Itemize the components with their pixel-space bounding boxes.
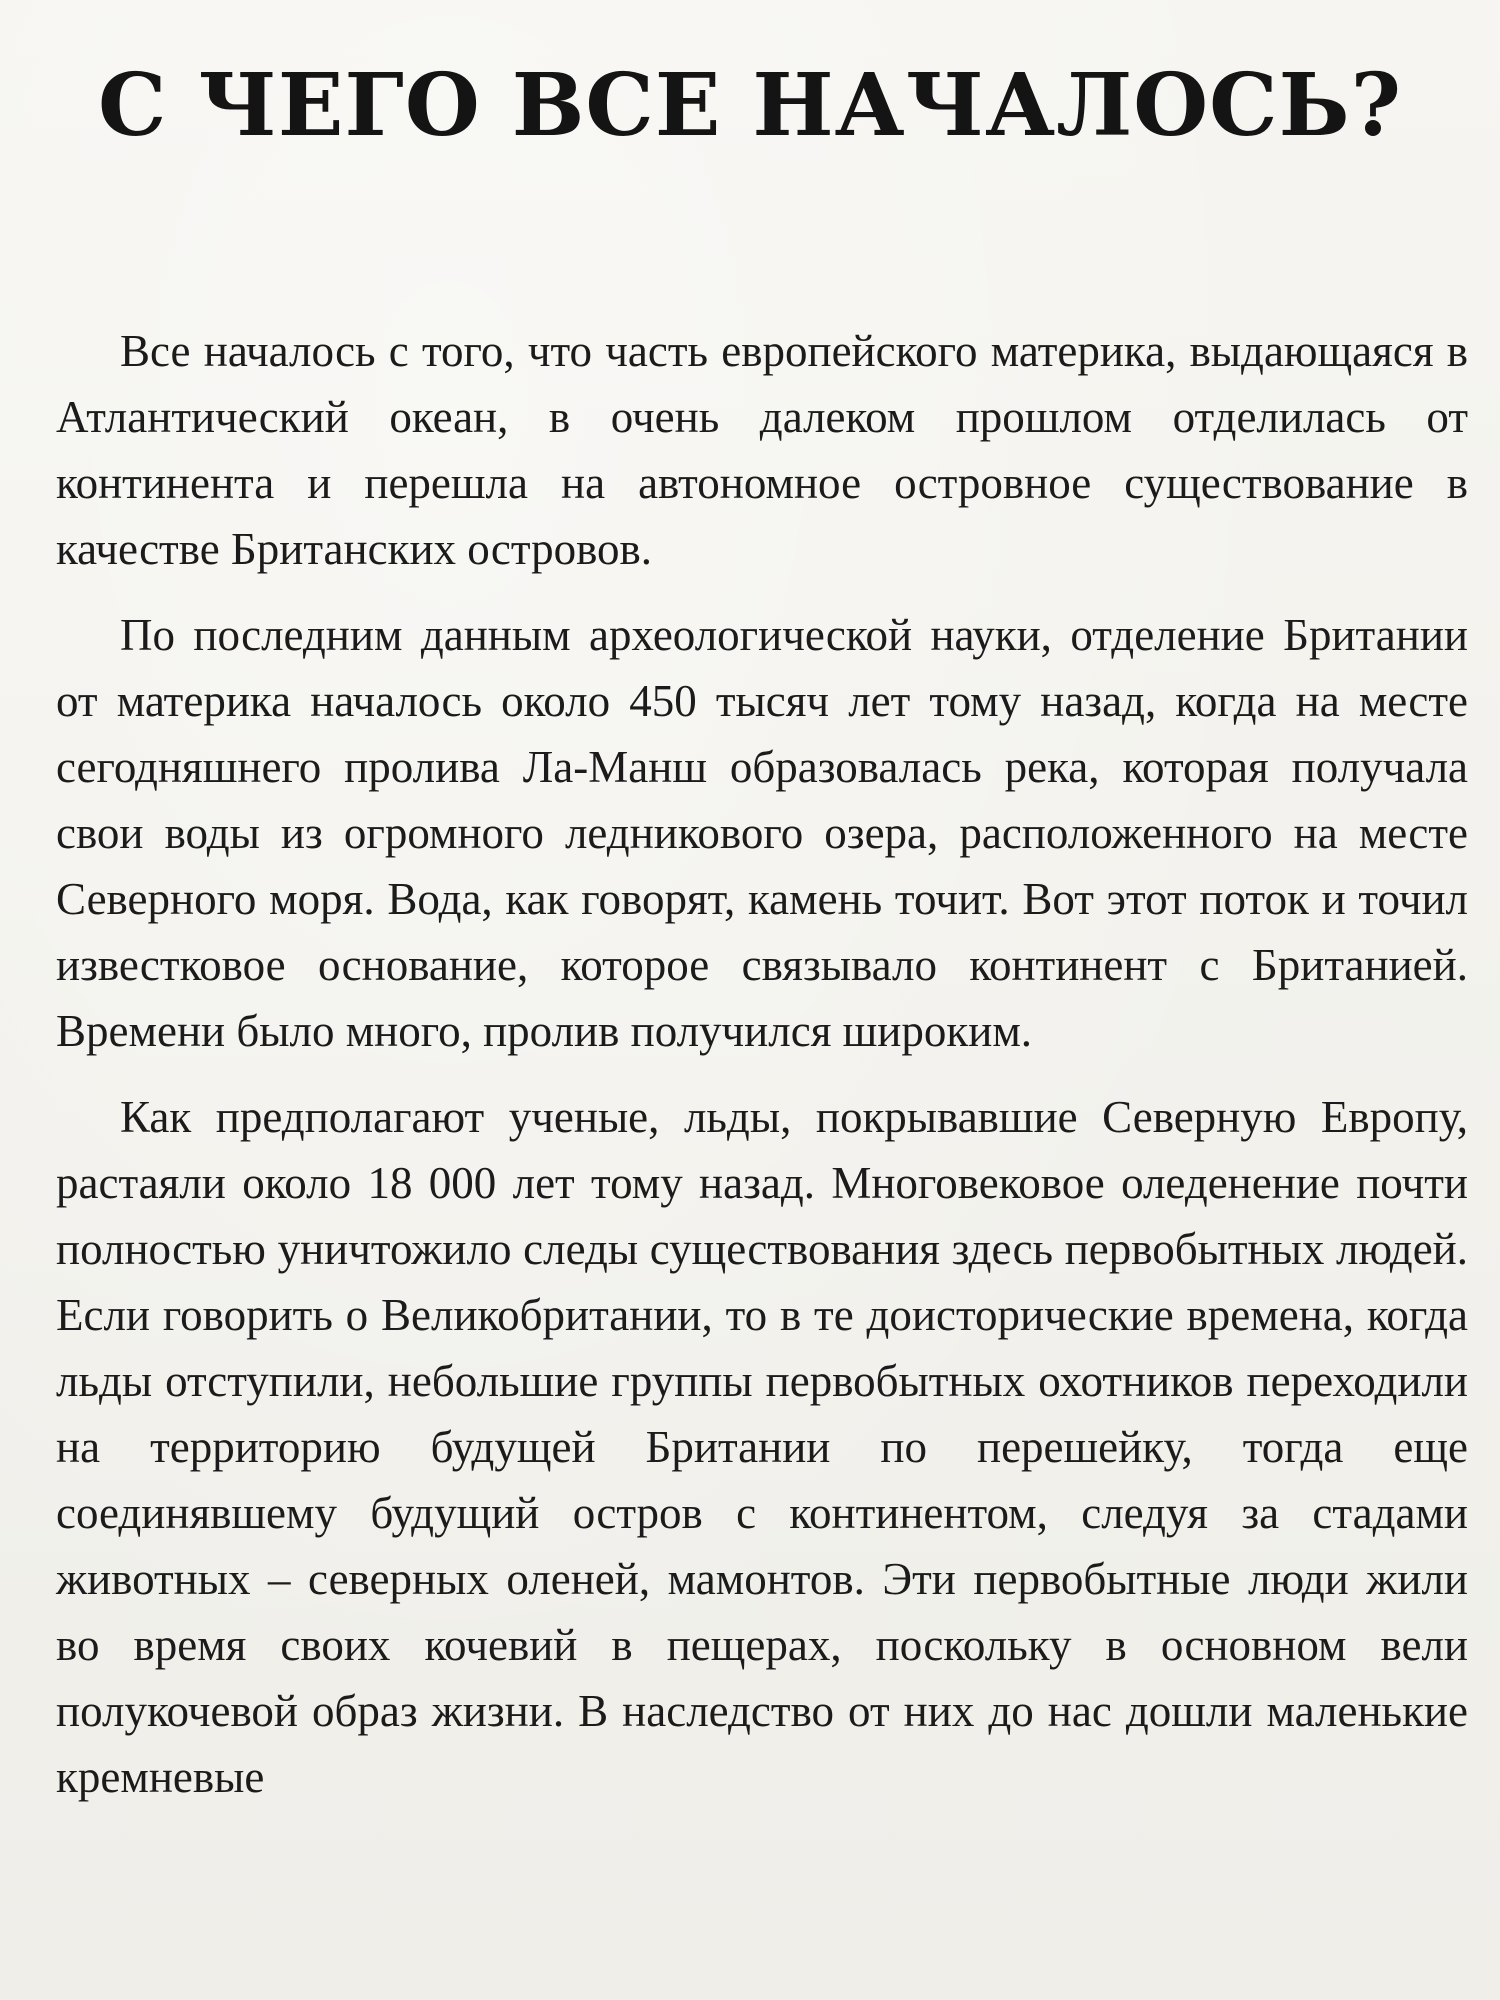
paragraph-3: Как предполагают ученые, льды, покрывавшие Северную Европу, растаяли около 18 000 лет тому назад. Многовековое оледенение почти полностью уничтожило следы существования здесь первобытных людей. Если говорить о Великобритании, то в те доисторические времена, когда льды отступили, небольшие группы первобытных охотников переходили на территорию будущей Британии по перешейку, тогда еще соединявшему будущий остров с континентом, следуя за стадами животных – северных оленей, мамонтов. Эти первобытные люди жили во время своих кочевий в пещерах, поскольку в основном вели полукочевой образ жизни. В наследство от них до нас дошли маленькие кремневые [56,1092,1468,1802]
paragraph-2: По последним данным археологической науки, отделение Британии от материка началось около 450 тысяч лет тому назад, когда на месте сегодняшнего пролива Ла-Манш образовалась река, которая получала свои воды из огромного ледникового озера, расположенного на месте Северного моря. Вода, как говорят, камень точит. Вот этот поток и точил известковое основание, которое связывало континент с Британией. Времени было много, пролив получился широким. [56,610,1468,1056]
paragraph-1: Все началось с того, что часть европейского материка, выдающаяся в Атлантический океан, в очень далеком прошлом отделилась от континента и перешла на автономное островное существование в качестве Британских островов. [56,326,1468,574]
page-body [56,318,1468,1830]
page-title: С ЧЕГО ВСЕ НАЧАЛОСЬ? [98,55,1402,156]
